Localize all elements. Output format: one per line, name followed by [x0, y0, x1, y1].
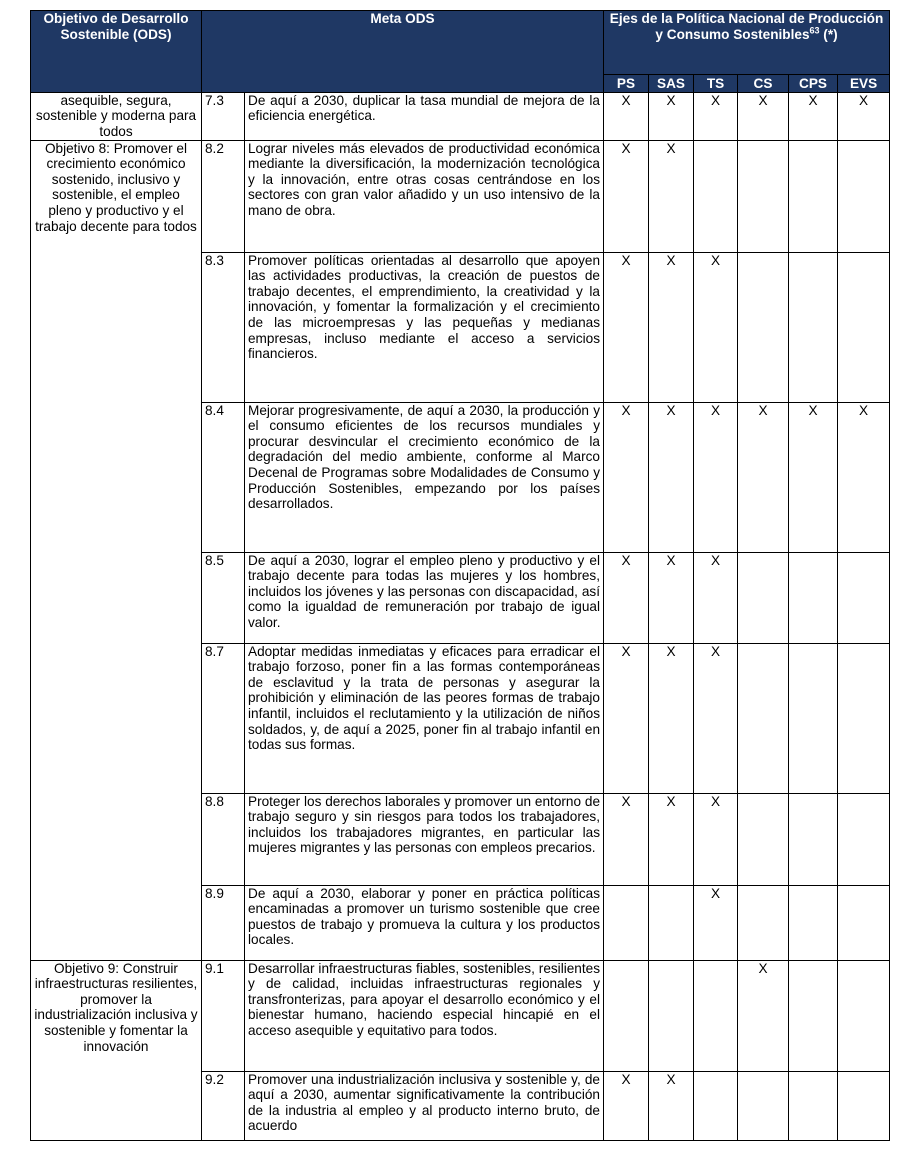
mark-ts: X — [694, 92, 738, 140]
target-text: De aquí a 2030, duplicar la tasa mundial de mejora de la eficiencia energética. — [245, 92, 604, 140]
mark-evs — [838, 885, 890, 960]
table-header — [31, 11, 890, 93]
target-text: Desarrollar infraestructuras fiables, sostenibles, resilientes y de calidad, incluidas infraestructuras regionales y transfronterizas, para apoyar el desarrollo económico y el bienestar humano, haciendo especial hincapié en el acceso asequible y equitativo para todos. — [245, 960, 604, 1071]
mark-cps — [789, 552, 838, 643]
mark-sas — [649, 960, 694, 1071]
mark-ps: X — [604, 552, 649, 643]
target-number: 9.2 — [202, 1071, 245, 1140]
objective-cell: asequible, segura, sostenible y moderna para todos — [31, 92, 202, 140]
mark-sas: X — [649, 92, 694, 140]
mark-cps: X — [789, 402, 838, 552]
target-number: 8.5 — [202, 552, 245, 643]
target-number: 9.1 — [202, 960, 245, 1071]
axis-header-cps: CPS — [789, 75, 838, 93]
objective-cell: Objetivo 8: Promover el crecimiento económico sostenido, inclusivo y sostenible, el empleo pleno y productivo y el trabajo decente para todos — [31, 140, 202, 960]
mark-evs: X — [838, 402, 890, 552]
mark-cs — [738, 885, 789, 960]
mark-cps — [789, 140, 838, 252]
mark-evs — [838, 793, 890, 885]
mark-evs: X — [838, 92, 890, 140]
mark-cs — [738, 140, 789, 252]
mark-sas — [649, 885, 694, 960]
mark-cs — [738, 252, 789, 402]
mark-cs — [738, 793, 789, 885]
mark-ps: X — [604, 1071, 649, 1140]
mark-cps — [789, 793, 838, 885]
mark-cs: X — [738, 92, 789, 140]
mark-ps: X — [604, 140, 649, 252]
mark-cps — [789, 1071, 838, 1140]
table-row — [31, 92, 890, 140]
mark-ps: X — [604, 643, 649, 793]
mark-cs: X — [738, 402, 789, 552]
target-text: Proteger los derechos laborales y promover un entorno de trabajo seguro y sin riesgos para todos los trabajadores, incluidos los trabajadores migrantes, en particular las mujeres migrantes y las personas con empleos precarios. — [245, 793, 604, 885]
mark-cps — [789, 252, 838, 402]
mark-cps — [789, 885, 838, 960]
mark-sas: X — [649, 252, 694, 402]
mark-ps: X — [604, 252, 649, 402]
target-text: Promover una industrialización inclusiva y sostenible y, de aquí a 2030, aumentar significativamente la contribución de la industria al empleo y al producto interno bruto, de acuerdo — [245, 1071, 604, 1140]
mark-ps: X — [604, 793, 649, 885]
axis-header-ps: PS — [604, 75, 649, 93]
mark-ts — [694, 140, 738, 252]
target-text: De aquí a 2030, lograr el empleo pleno y productivo y el trabajo decente para todas las mujeres y los hombres, incluidos los jóvenes y las personas con discapacidad, así como la igualdad de remuneración por trabajo de igual valor. — [245, 552, 604, 643]
mark-evs — [838, 643, 890, 793]
target-text: Mejorar progresivamente, de aquí a 2030, la producción y el consumo eficientes de los recursos mundiales y procurar desvincular el crecimiento económico de la degradación del medio ambiente, conforme al Marco Decenal de Programas sobre Modalidades de Consumo y Producción Sostenibles, empezando por los países desarrollados. — [245, 402, 604, 552]
target-text: Promover políticas orientadas al desarrollo que apoyen las actividades productivas, la creación de puestos de trabajo decentes, el emprendimiento, la creatividad y la innovación, y fomentar la formalización y el crecimiento de las microempresas y las pequeñas y medianas empresas, incluso mediante el acceso a servicios financieros. — [245, 252, 604, 402]
mark-ps — [604, 885, 649, 960]
table-body — [31, 92, 890, 1140]
mark-ts — [694, 1071, 738, 1140]
target-number: 8.7 — [202, 643, 245, 793]
axis-header-evs: EVS — [838, 75, 890, 93]
mark-sas: X — [649, 643, 694, 793]
target-number: 8.8 — [202, 793, 245, 885]
target-text: Adoptar medidas inmediatas y eficaces para erradicar el trabajo forzoso, poner fin a las formas contemporáneas de esclavitud y la trata de personas y asegurar la prohibición y eliminación de las peores formas de trabajo infantil, incluidos el reclutamiento y la utilización de niños soldados, y, de aquí a 2025, poner fin al trabajo infantil en todas sus formas. — [245, 643, 604, 793]
mark-ts: X — [694, 885, 738, 960]
mark-sas: X — [649, 552, 694, 643]
mark-ts — [694, 960, 738, 1071]
axis-header-cs: CS — [738, 75, 789, 93]
target-number: 7.3 — [202, 92, 245, 140]
mark-evs — [838, 552, 890, 643]
header-ejes — [604, 11, 890, 75]
ods-table — [30, 10, 890, 1141]
mark-cs — [738, 552, 789, 643]
mark-ts: X — [694, 252, 738, 402]
mark-cs: X — [738, 960, 789, 1071]
mark-ps — [604, 960, 649, 1071]
table-row — [31, 960, 890, 1071]
axis-header-ts: TS — [694, 75, 738, 93]
mark-sas: X — [649, 1071, 694, 1140]
mark-sas: X — [649, 793, 694, 885]
objective-cell: Objetivo 9: Construir infraestructuras resilientes, promover la industrialización inclusiva y sostenible y fomentar la innovación — [31, 960, 202, 1140]
mark-ps: X — [604, 402, 649, 552]
target-number: 8.9 — [202, 885, 245, 960]
mark-sas: X — [649, 140, 694, 252]
target-text: Lograr niveles más elevados de productividad económica mediante la diversificación, la modernización tecnológica y la innovación, entre otras cosas centrándose en los sectores con gran valor añadido y un uso intensivo de la mano de obra. — [245, 140, 604, 252]
mark-ts: X — [694, 643, 738, 793]
mark-ts: X — [694, 552, 738, 643]
mark-evs — [838, 1071, 890, 1140]
mark-evs — [838, 960, 890, 1071]
mark-cps: X — [789, 92, 838, 140]
target-text: De aquí a 2030, elaborar y poner en práctica políticas encaminadas a promover un turismo sostenible que cree puestos de trabajo y promueva la cultura y los productos locales. — [245, 885, 604, 960]
target-number: 8.4 — [202, 402, 245, 552]
mark-cps — [789, 643, 838, 793]
target-number: 8.2 — [202, 140, 245, 252]
axis-header-sas: SAS — [649, 75, 694, 93]
mark-evs — [838, 140, 890, 252]
mark-cps — [789, 960, 838, 1071]
target-number: 8.3 — [202, 252, 245, 402]
header-objetivo: Objetivo de Desarrollo Sostenible (ODS) — [31, 11, 202, 93]
header-ejes-footnote: 63 — [809, 25, 820, 36]
mark-ts: X — [694, 402, 738, 552]
table-row — [31, 140, 890, 252]
mark-ps: X — [604, 92, 649, 140]
header-meta: Meta ODS — [202, 11, 604, 93]
header-ejes-suffix: (*) — [819, 26, 838, 42]
header-ejes-title: Ejes de la Política Nacional de Producción y Consumo Sostenibles — [609, 11, 884, 42]
mark-evs — [838, 252, 890, 402]
mark-cs — [738, 1071, 789, 1140]
mark-cs — [738, 643, 789, 793]
mark-ts: X — [694, 793, 738, 885]
mark-sas: X — [649, 402, 694, 552]
